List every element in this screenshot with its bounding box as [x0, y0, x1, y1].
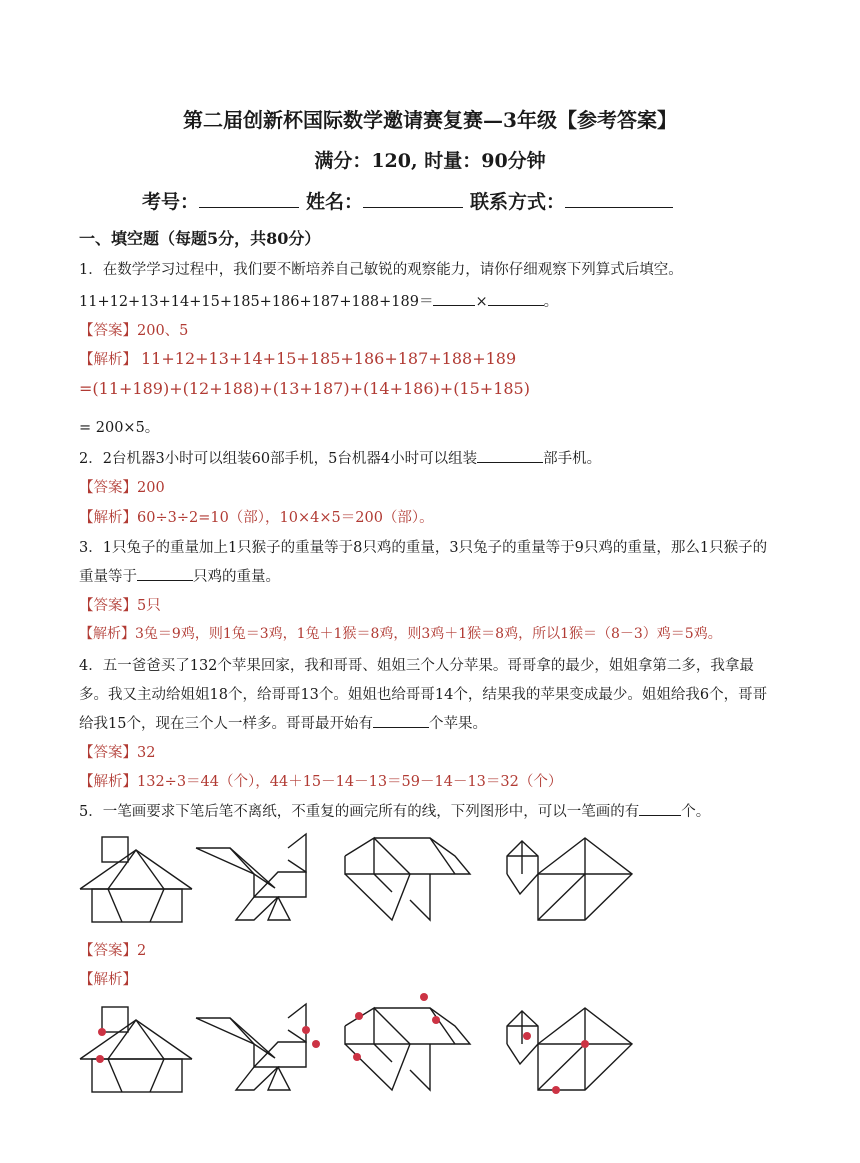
odd-vertex-dot: [581, 1040, 589, 1048]
odd-vertex-dot: [353, 1053, 361, 1061]
odd-vertex-dot: [552, 1086, 560, 1094]
page-subtitle: 满分：120, 时量：90分钟: [314, 150, 546, 172]
q2-answer-label: 【答案】: [79, 480, 137, 496]
section-title: 一、填空题（每题5分，共80分）: [79, 229, 321, 248]
odd-vertex-dot: [523, 1032, 531, 1040]
odd-vertex-dot: [432, 1016, 440, 1024]
q1-answer-label: 【答案】: [79, 323, 137, 339]
q3-analysis-text: 3兔＝9鸡，则1兔＝3鸡，1兔＋1猴＝8鸡，则3鸡＋1猴＝8鸡，所以1猴＝（8－3）鸡＝5鸡。: [135, 626, 722, 642]
q2-analysis-text: 60÷3÷2=10（部），10×4×5＝200（部）。: [137, 510, 434, 526]
house-figure-analysis: [80, 1007, 192, 1092]
q1-answer-value: 200、5: [137, 323, 189, 339]
q4-analysis-text: 132÷3＝44（个），44＋15－14－13＝59－14－13＝32（个）: [137, 774, 563, 790]
q5-text-a: 5．一笔画要求下笔后笔不离纸，不重复的画完所有的线，下列图形中，可以一笔画的有: [79, 804, 640, 820]
swan-figure-analysis: [507, 1008, 632, 1094]
q5-analysis-figures: [0, 170, 860, 1163]
q2-text-b: 部手机。: [543, 451, 602, 467]
odd-vertex-dot: [355, 1012, 363, 1020]
q5-text-b: 个。: [681, 804, 711, 820]
q5-answer-value: 2: [137, 943, 147, 959]
q5-answer-label: 【答案】: [79, 943, 137, 959]
name-label: 姓名：: [306, 191, 364, 213]
q1-analysis-label: 【解析】: [79, 352, 137, 368]
q4-text-line2: 多。我又主动给姐姐18个，给哥哥13个。姐姐也给哥哥14个，结果我的苹果变成最少。姐姐给我6个，哥哥: [79, 687, 768, 703]
q1-end: 。: [543, 294, 559, 310]
fox-figure-analysis: [345, 993, 470, 1090]
odd-vertex-dot: [96, 1055, 104, 1063]
odd-vertex-dot: [98, 1028, 106, 1036]
odd-vertex-dot: [302, 1026, 310, 1034]
q4-text-line3-a: 给我15个，现在三个人一样多。哥哥最开始有: [79, 716, 373, 732]
exam-no-label: 考号：: [142, 191, 200, 213]
q4-text-line3-b: 个苹果。: [428, 716, 487, 732]
q4-answer-value: 32: [137, 745, 156, 761]
q4-analysis-label: 【解析】: [79, 774, 137, 790]
q2-analysis-label: 【解析】: [79, 510, 137, 526]
q1-analysis-line3: = 200×5。: [79, 420, 160, 436]
q3-analysis-label: 【解析】: [79, 626, 135, 642]
q1-analysis-line2: =(11+189)+(12+188)+(13+187)+(14+186)+(15+185): [79, 379, 530, 398]
q1-text: 1．在数学学习过程中，我们要不断培养自己敏锐的观察能力，请你仔细观察下列算式后填空。: [79, 262, 683, 278]
q2-text-a: 2．2台机器3小时可以组装60部手机，5台机器4小时可以组装: [79, 451, 478, 467]
odd-vertex-dot: [312, 1040, 320, 1048]
q3-text-line2-b: 只鸡的重量。: [193, 569, 280, 585]
q4-text-line1: 4．五一爸爸买了132个苹果回家，我和哥哥、姐姐三个人分苹果。哥哥拿的最少，姐姐拿第二多，我拿最: [79, 658, 754, 674]
q1-analysis-line1: 11+12+13+14+15+185+186+187+188+189: [141, 349, 517, 368]
q3-text-line1: 3．1只兔子的重量加上1只猴子的重量等于8只鸡的重量，3只兔子的重量等于9只鸡的重量，那么1只猴子的: [79, 540, 768, 556]
odd-vertex-dot: [420, 993, 428, 1001]
contact-label: 联系方式：: [470, 191, 566, 213]
q3-answer-value: 5只: [137, 598, 161, 614]
q4-answer-label: 【答案】: [79, 745, 137, 761]
q3-answer-label: 【答案】: [79, 598, 137, 614]
q5-analysis-label: 【解析】: [79, 972, 137, 988]
page-title: 第二届创新杯国际数学邀请赛复赛—3年级【参考答案】: [183, 108, 677, 132]
q2-answer-value: 200: [137, 480, 165, 496]
bird-figure-analysis: [196, 1004, 320, 1090]
q1-times: ×: [475, 294, 488, 310]
q3-text-line2-a: 重量等于: [79, 569, 137, 585]
q1-expr: 11+12+13+14+15+185+186+187+188+189＝: [79, 294, 434, 310]
